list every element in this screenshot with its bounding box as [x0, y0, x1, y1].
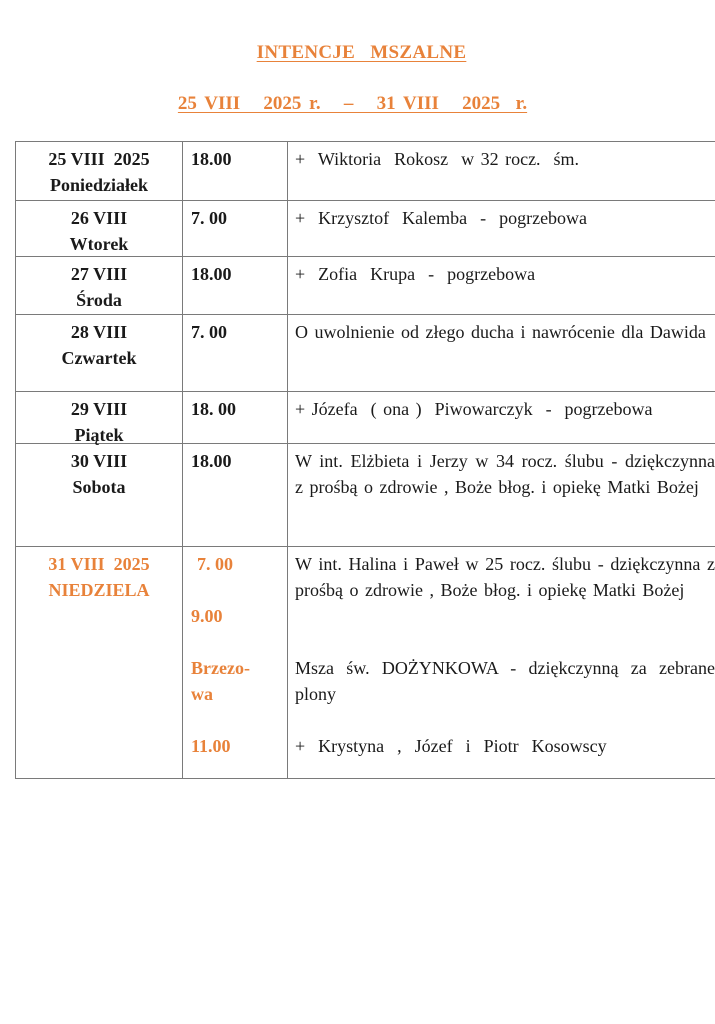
intention-text: + Krystyna , Józef i Piotr Kosowscy — [295, 736, 607, 756]
page-title: INTENCJE MSZALNE — [256, 42, 467, 63]
sunday-intentions — [287, 547, 715, 778]
day-weekday: Piątek — [74, 425, 124, 445]
day-cell — [15, 201, 182, 256]
day-weekday: Środa — [76, 290, 122, 310]
intention-text: + Krzysztof Kalemba - pogrzebowa — [287, 201, 715, 256]
day-date: 27 VIII — [70, 264, 128, 284]
mass-time: 7. 00 — [182, 201, 287, 256]
mass-time: 9.00 — [191, 606, 223, 626]
day-weekday: NIEDZIELA — [48, 580, 150, 600]
mass-time: 7. 00 — [182, 315, 287, 391]
day-cell — [15, 547, 182, 778]
day-weekday: Sobota — [72, 477, 126, 497]
day-date: 31 VIII 2025 — [48, 554, 150, 574]
day-cell — [15, 315, 182, 391]
table-row — [15, 391, 715, 443]
sunday-times — [182, 547, 287, 778]
intention-text: + Wiktoria Rokosz w 32 rocz. śm. — [287, 142, 715, 200]
table-row — [15, 200, 715, 256]
day-date: 26 VIII — [70, 208, 128, 228]
day-cell — [15, 142, 182, 200]
table-row — [15, 443, 715, 546]
intention-text: O uwolnienie od złego ducha i nawrócenie dla Dawida — [287, 315, 715, 391]
mass-time: 11.00 — [191, 736, 231, 756]
intention-text: W int. Elżbieta i Jerzy w 34 rocz. ślubu - dziękczynna z prośbą o zdrowie , Boże błog. i opiekę Matki Bożej — [287, 444, 715, 546]
date-range: 25 VIII 2025 r. – 31 VIII 2025 r. — [177, 93, 528, 114]
mass-time: 18.00 — [182, 142, 287, 200]
mass-time: 18. 00 — [182, 392, 287, 443]
day-date: 28 VIII — [70, 322, 128, 342]
intentions-table — [15, 141, 715, 779]
day-weekday: Czwartek — [61, 348, 137, 368]
day-date: 30 VIII — [70, 451, 128, 471]
mass-place: Brzezo-wa — [191, 658, 250, 704]
intention-text: + Zofia Krupa - pogrzebowa — [287, 257, 715, 314]
day-weekday: Wtorek — [69, 234, 129, 254]
day-date: 29 VIII — [70, 399, 128, 419]
mass-time: 18.00 — [182, 257, 287, 314]
mass-time: 7. 00 — [197, 554, 233, 574]
intention-text: W int. Halina i Paweł w 25 rocz. ślubu - dziękczynna z prośbą o zdrowie , Boże błog. i opiekę Matki Bożej — [295, 554, 715, 600]
day-cell — [15, 257, 182, 314]
table-row — [15, 256, 715, 314]
day-weekday: Poniedziałek — [50, 175, 148, 195]
intention-text: + Józefa ( ona ) Piwowarczyk - pogrzebowa — [287, 392, 715, 443]
table-row — [15, 314, 715, 391]
table-row-sunday — [15, 546, 715, 778]
intention-text: Msza św. DOŻYNKOWA - dziękczynną za zebrane plony — [295, 658, 715, 704]
day-cell — [15, 392, 182, 443]
mass-time: 18.00 — [182, 444, 287, 546]
table-row — [15, 142, 715, 200]
day-date: 25 VIII 2025 — [48, 149, 150, 169]
day-cell — [15, 444, 182, 546]
